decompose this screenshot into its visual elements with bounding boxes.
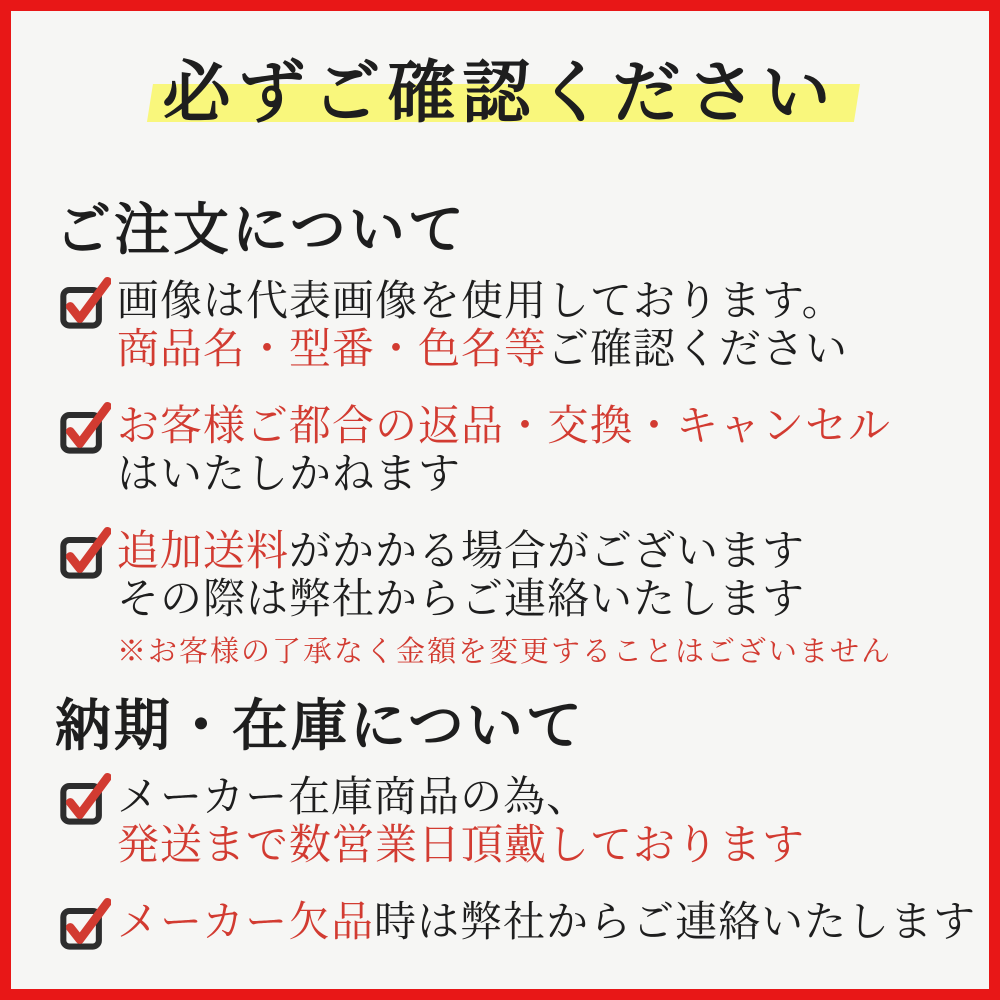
checklist-item: [59, 529, 989, 669]
section: [11, 695, 989, 952]
item-line: [117, 452, 891, 499]
item-text-black: 時は弊社からご連絡いたします: [374, 900, 977, 947]
item-line: [117, 823, 805, 870]
item-line: [117, 775, 805, 822]
title-block: [11, 53, 989, 153]
checkbox-checked-icon: [59, 771, 111, 827]
checklist-item: [59, 279, 989, 374]
item-text-red: 発送まで数営業日頂戴しております: [117, 822, 806, 869]
item-line: [117, 529, 892, 576]
item-text-black: その際は弊社からご連絡いたします: [117, 576, 806, 623]
sections: [11, 199, 989, 952]
section-heading: 納期・在庫について: [55, 695, 585, 758]
item-text-black: がかかる場合がございます: [289, 529, 806, 576]
item-text-red: お客様ご都合の返品・交換・キャンセル: [117, 404, 892, 451]
item-text: [117, 529, 892, 669]
item-text-red: 追加送料: [117, 529, 290, 576]
checkbox-checked-icon: [59, 525, 111, 581]
checkbox-checked-icon: [59, 896, 111, 952]
item-text-black: ご確認ください: [547, 326, 849, 373]
item-line: [117, 404, 891, 451]
checkbox-checked-icon: [59, 400, 111, 456]
item-text: [117, 404, 891, 499]
item-line: [117, 279, 848, 326]
item-text: [117, 279, 848, 374]
item-text-black: 画像は代表画像を使用しております。: [117, 279, 845, 326]
checklist-item: [59, 900, 989, 952]
title-wrap: [162, 53, 837, 135]
item-text-red: メーカー欠品: [117, 900, 375, 947]
item-line: [117, 577, 892, 624]
checkbox-checked-icon: [59, 275, 111, 331]
item-text: [117, 775, 805, 870]
section-heading: ご注文について: [55, 200, 467, 262]
item-text-black: はいたしかねます: [117, 451, 462, 498]
item-text: [117, 900, 976, 947]
checklist-item: [59, 404, 989, 499]
checklist-item: [59, 775, 989, 870]
page-title: 必ずご確認ください: [162, 55, 838, 131]
item-text-red: 商品名・型番・色名等: [117, 326, 548, 373]
item-text-black: メーカー在庫商品の為、: [117, 775, 590, 822]
section-items: [11, 775, 989, 952]
item-line: [117, 900, 976, 947]
item-line: [117, 327, 848, 374]
section: [11, 199, 989, 669]
section-items: [11, 279, 989, 668]
item-note: ※お客様の了承なく金額を変更することはございません: [117, 636, 893, 669]
